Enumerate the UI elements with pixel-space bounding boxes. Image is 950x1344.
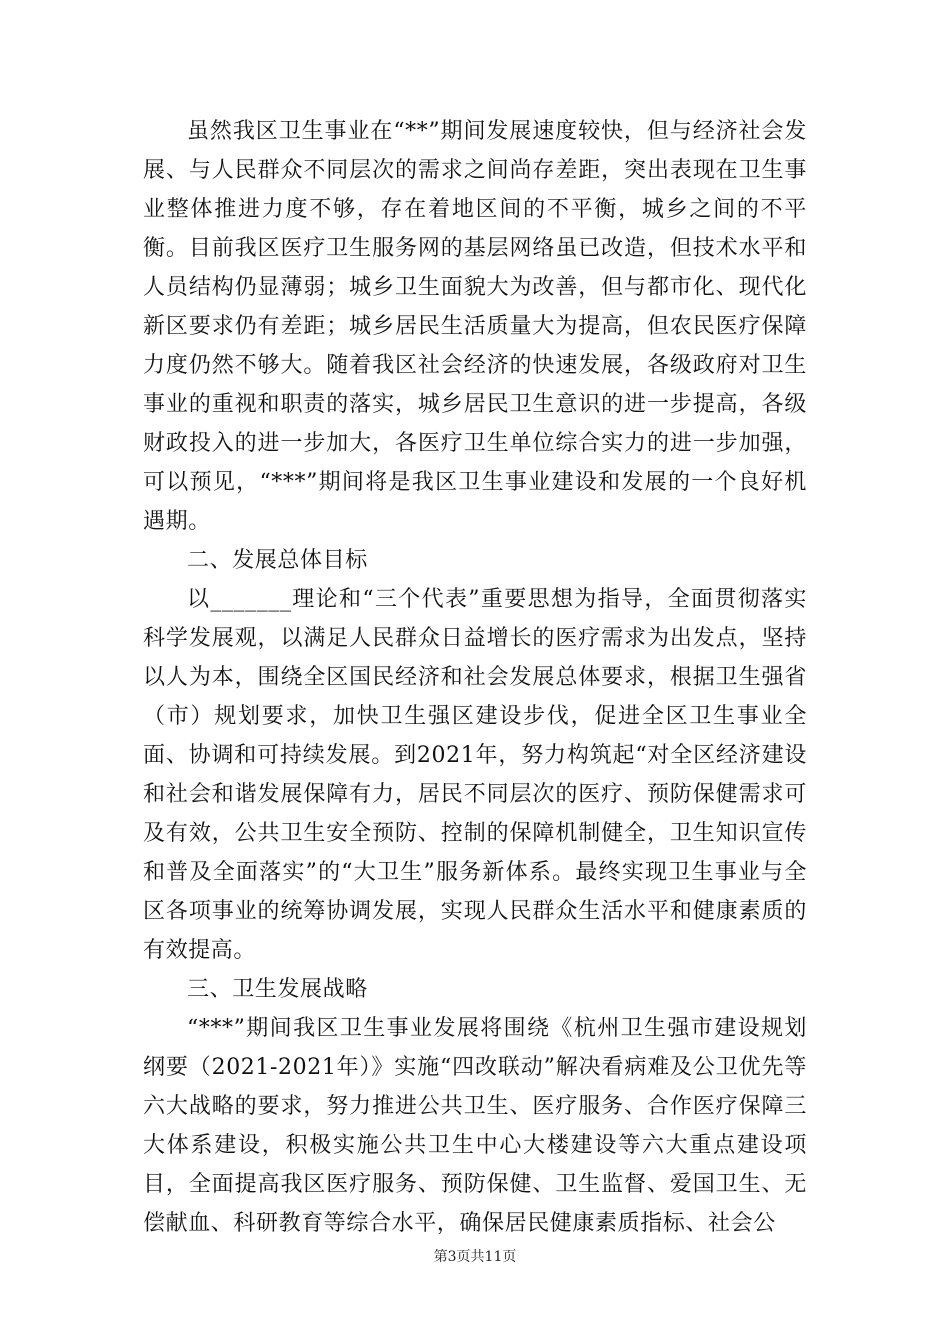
paragraph-strategy: “***”期间我区卫生事业发展将围绕《杭州卫生强市建设规划纲要（2021-2021年）》实施“四改联动”解决看病难及公卫优先等六大战略的要求，努力推进公共卫生、医疗服务、合作医疗保障三大体系建设，积极实施公共卫生中心大楼建设等六大重点建设项目，全面提高我区医疗服务、预防保健、卫生监督、爱国卫生、无偿献血、科研教育等综合水平，确保居民健康素质指标、社会公 — [143, 1016, 807, 1236]
section-heading-strategy: 三、卫生发展战略 — [187, 977, 368, 1002]
paragraph-current-situation: 虽然我区卫生事业在“**”期间发展速度较快，但与经济社会发展、与人民群众不同层次的需求之间尚存差距，突出表现在卫生事业整体推进力度不够，存在着地区间的不平衡，城乡之间的不平衡。目前我区医疗卫生服务网的基层网络虽已改造，但技术水平和人员结构仍显薄弱；城乡卫生面貌大为改善，但与都市化、现代化新区要求仍有差距；城乡居民生活质量大为提高，但农民医疗保障力度仍然不够大。随着我区社会经济的快速发展，各级政府对卫生事业的重视和职责的落实，城乡居民卫生意识的进一步提高，各级财政投入的进一步加大，各医疗卫生单位综合实力的进一步加强，可以预见，“***”期间将是我区卫生事业建设和发展的一个良好机遇期。 — [143, 119, 807, 534]
paragraph-overall-goal: 以_______理论和“三个代表”重要思想为指导，全面贯彻落实科学发展观，以满足人民群众日益增长的医疗需求为出发点，坚持以人为本，围绕全区国民经济和社会发展总体要求，根据卫生强省（市）规划要求，加快卫生强区建设步伐，促进全区卫生事业全面、协调和可持续发展。到2021年，努力构筑起“对全区经济建设和社会和谐发展保障有力，居民不同层次的医疗、预防保健需求可及有效，公共卫生安全预防、控制的保障机制健全，卫生知识宣传和普及全面落实”的“大卫生”服务新体系。最终实现卫生事业与全区各项事业的统筹协调发展，实现人民群众生活水平和健康素质的有效提高。 — [143, 587, 807, 963]
section-heading-overall-goal: 二、发展总体目标 — [187, 548, 368, 573]
document-body — [143, 112, 807, 1243]
page-number: 第3页共11页 — [433, 1249, 517, 1265]
